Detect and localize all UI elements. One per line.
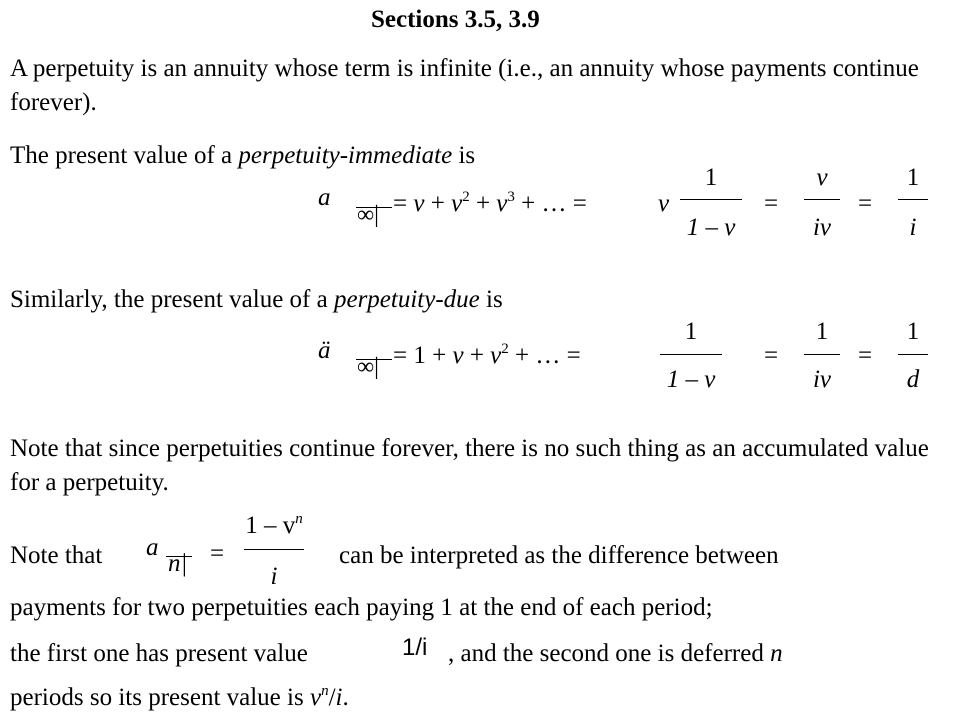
perpetuity-due-term: perpetuity-due (333, 286, 480, 313)
fraction-bar (898, 199, 928, 200)
accumulated-value-note: Note that since perpetuities continue forever, there is no such thing as an accumulated value for a perpetuity. (10, 435, 929, 496)
fraction-denominator: d (906, 366, 920, 393)
first-perpetuity-line: the first one has present value (10, 640, 308, 667)
fraction-bar (680, 199, 742, 200)
fraction-denominator: iv (812, 366, 832, 393)
fraction-numerator: 1 (906, 318, 920, 345)
fraction-bar (804, 354, 840, 355)
infinity-subscript: ∞| (357, 354, 379, 380)
series-expression: = $v + v^2 + v^3$ + … = (393, 189, 587, 217)
fraction-bar (804, 199, 840, 200)
annuity-symbol: a (146, 534, 159, 561)
annuity-due-symbol: ä (318, 337, 331, 364)
perpetuity-immediate-term: perpetuity-immediate (238, 142, 453, 169)
fraction-denominator: i (270, 563, 278, 590)
fraction-bar (660, 354, 722, 355)
equals-sign: = (858, 342, 873, 369)
equals-sign: = (764, 190, 779, 217)
fraction-numerator: $1 - v^n$ (245, 511, 303, 539)
infinity-subscript: ∞| (357, 202, 379, 228)
n-subscript: n| (168, 550, 188, 577)
page-title: Sections 3.5, 3.9 (371, 6, 540, 33)
fraction-denominator: i (909, 214, 917, 241)
perpetuity-immediate-intro: The present value of a perpetuity-immediate is (10, 142, 476, 169)
annuity-symbol: a (318, 184, 331, 211)
equals-sign: = (210, 540, 225, 567)
fraction-numerator: 1 (815, 318, 829, 345)
equals-sign: = (764, 342, 779, 369)
deferred-line: , and the second one is deferred n (448, 640, 783, 667)
note-rest: can be interpreted as the difference between (339, 542, 779, 569)
fraction-bar (244, 549, 304, 550)
fraction-denominator: 1 – v (686, 214, 736, 241)
coefficient-v: v (658, 190, 670, 217)
fraction-numerator: 1 (704, 164, 718, 191)
fraction-bar (898, 354, 928, 355)
perpetuity-due-intro: Similarly, the present value of a perpetuity-due is (10, 286, 503, 313)
fraction-numerator: 1 (684, 318, 698, 345)
fraction-denominator: iv (812, 214, 832, 241)
note-lead: Note that (10, 542, 103, 569)
payments-line: payments for two perpetuities each paying 1 at the end of each period; (10, 594, 713, 621)
perpetuity-definition: A perpetuity is an annuity whose term is infinite (i.e., an annuity whose payments continue forever). (10, 55, 919, 116)
fraction-numerator: 1 (906, 164, 920, 191)
present-value-expression: 1/i (402, 634, 428, 661)
fraction-numerator: v (816, 164, 828, 191)
series-expression: = $1 + v + v^2$ + … = (393, 341, 581, 369)
equals-sign: = (858, 190, 873, 217)
fraction-denominator: 1 – v (666, 366, 716, 393)
deferred-present-value-line: periods so its present value is $v^n/i$. (10, 683, 349, 711)
